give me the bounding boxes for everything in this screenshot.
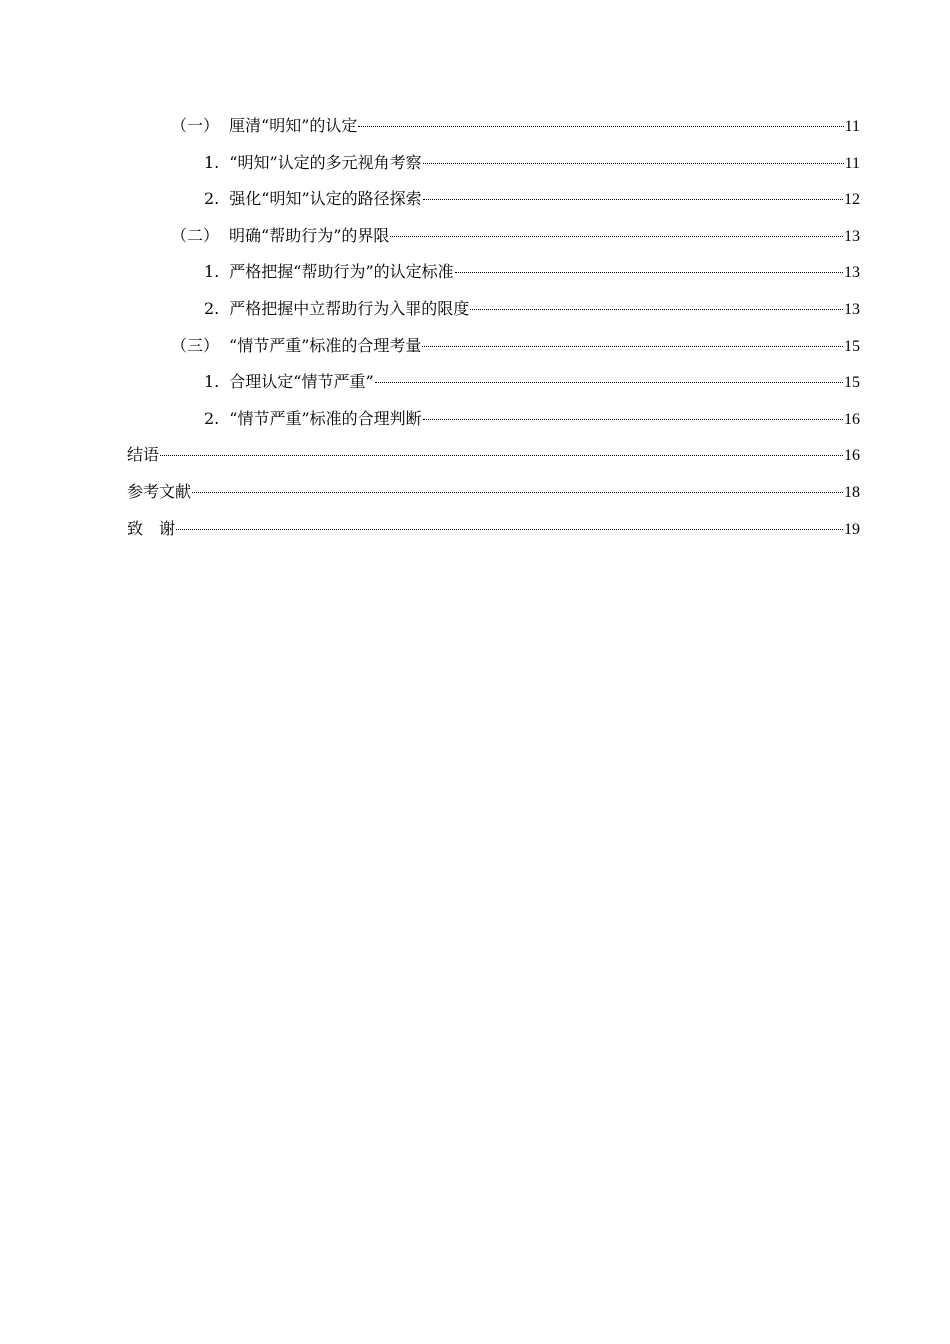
toc-entry-number: 1. [204, 372, 220, 392]
toc-entry-title: 严格把握中立帮助行为入罪的限度 [229, 298, 470, 318]
toc-entry-page: 13 [844, 264, 860, 282]
toc-entry[interactable] [127, 145, 860, 182]
toc-entry-number: 2. [204, 298, 220, 318]
toc-entry-title: 明确“帮助行为”的界限 [229, 225, 390, 245]
toc-entry-page: 11 [844, 118, 860, 135]
toc-entry[interactable] [127, 328, 860, 365]
toc-dot-leader [423, 419, 843, 420]
toc-dot-leader [160, 455, 843, 456]
toc-dot-leader [390, 236, 843, 237]
toc-dot-leader [422, 346, 843, 347]
toc-entry[interactable] [127, 181, 860, 218]
toc-entry[interactable] [127, 437, 860, 474]
toc-entry[interactable] [127, 108, 860, 145]
toc-entry-title: 参考文献 [127, 481, 192, 501]
toc-entry-number: 1. [204, 262, 220, 282]
toc-entry-page: 16 [844, 447, 860, 465]
toc-entry-title: 强化“明知”认定的路径探索 [229, 189, 422, 209]
toc-dot-leader [192, 492, 843, 493]
table-of-contents [127, 108, 860, 547]
toc-entry-page: 18 [844, 483, 860, 501]
toc-entry-title: 合理认定“情节严重” [229, 372, 374, 392]
toc-entry-page: 15 [844, 337, 860, 355]
toc-entry[interactable] [127, 291, 860, 328]
toc-entry-number: （三） [171, 335, 220, 355]
toc-dot-leader [423, 163, 844, 164]
toc-dot-leader [455, 272, 843, 273]
toc-dot-leader [358, 126, 843, 127]
toc-entry[interactable] [127, 218, 860, 255]
toc-entry-title: “情节严重”标准的合理判断 [229, 408, 422, 428]
toc-entry-number: （二） [171, 225, 220, 245]
toc-entry-title: “情节严重”标准的合理考量 [229, 335, 422, 355]
toc-entry-title: 严格把握“帮助行为”的认定标准 [229, 262, 454, 282]
toc-entry[interactable] [127, 401, 860, 438]
toc-dot-leader [470, 309, 843, 310]
toc-entry-title: 致 谢 [127, 518, 176, 538]
toc-entry-number: 2. [204, 408, 220, 428]
toc-dot-leader [423, 199, 843, 200]
toc-entry[interactable] [127, 364, 860, 401]
toc-entry-title: “明知”认定的多元视角考察 [229, 152, 422, 172]
toc-dot-leader [176, 529, 843, 530]
toc-entry-title: 厘清“明知”的认定 [229, 116, 358, 135]
toc-entry-number: （一） [171, 116, 220, 135]
toc-dot-leader [375, 382, 843, 383]
toc-entry-page: 19 [844, 520, 860, 538]
toc-entry[interactable] [127, 511, 860, 548]
toc-entry-page: 13 [844, 300, 860, 318]
toc-entry-page: 13 [844, 227, 860, 245]
toc-entry-page: 11 [844, 154, 860, 172]
toc-entry-number: 2. [204, 189, 220, 209]
toc-entry-number: 1. [204, 152, 220, 172]
toc-entry-page: 16 [844, 410, 860, 428]
toc-entry[interactable] [127, 474, 860, 511]
toc-entry-page: 12 [844, 191, 860, 209]
toc-entry-title: 结语 [127, 445, 160, 465]
toc-entry-page: 15 [844, 374, 860, 392]
toc-entry[interactable] [127, 254, 860, 291]
